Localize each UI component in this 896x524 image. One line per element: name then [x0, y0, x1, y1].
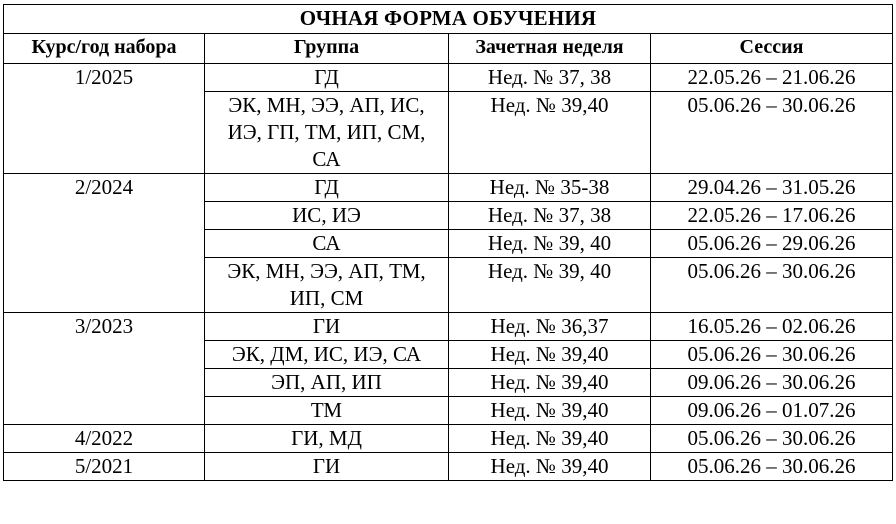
- header-row: [4, 34, 893, 64]
- week-cell: Нед. № 35-38: [449, 174, 651, 202]
- session-cell: 05.06.26 – 30.06.26: [651, 453, 893, 481]
- session-cell: 22.05.26 – 21.06.26: [651, 64, 893, 92]
- week-cell: Нед. № 39,40: [449, 369, 651, 397]
- session-cell: 05.06.26 – 30.06.26: [651, 341, 893, 369]
- week-cell: Нед. № 39, 40: [449, 258, 651, 313]
- session-cell: 05.06.26 – 30.06.26: [651, 425, 893, 453]
- group-cell: ГИ: [205, 453, 449, 481]
- header-credit-week: Зачетная неделя: [449, 34, 651, 64]
- week-cell: Нед. № 39,40: [449, 397, 651, 425]
- group-cell: ИС, ИЭ: [205, 202, 449, 230]
- group-cell: ЭК, ДМ, ИС, ИЭ, СА: [205, 341, 449, 369]
- course-cell: 3/2023: [4, 313, 205, 425]
- week-cell: Нед. № 37, 38: [449, 64, 651, 92]
- session-cell: 16.05.26 – 02.06.26: [651, 313, 893, 341]
- session-cell: 29.04.26 – 31.05.26: [651, 174, 893, 202]
- group-cell: ЭК, МН, ЭЭ, АП, ТМ, ИП, СМ: [205, 258, 449, 313]
- header-session: Сессия: [651, 34, 893, 64]
- group-cell: ГД: [205, 174, 449, 202]
- session-cell: 22.05.26 – 17.06.26: [651, 202, 893, 230]
- course-cell: 5/2021: [4, 453, 205, 481]
- session-cell: 05.06.26 – 30.06.26: [651, 92, 893, 174]
- week-cell: Нед. № 39,40: [449, 425, 651, 453]
- schedule-table: [3, 4, 893, 481]
- title-row: [4, 5, 893, 34]
- group-cell: ЭП, АП, ИП: [205, 369, 449, 397]
- session-cell: 05.06.26 – 29.06.26: [651, 230, 893, 258]
- week-cell: Нед. № 39,40: [449, 453, 651, 481]
- header-group: Группа: [205, 34, 449, 64]
- group-cell: ГИ, МД: [205, 425, 449, 453]
- session-cell: 09.06.26 – 01.07.26: [651, 397, 893, 425]
- group-cell: ГИ: [205, 313, 449, 341]
- group-cell: ГД: [205, 64, 449, 92]
- week-cell: Нед. № 36,37: [449, 313, 651, 341]
- table-row: [4, 425, 893, 453]
- header-course: Курс/год набора: [4, 34, 205, 64]
- course-cell: 2/2024: [4, 174, 205, 313]
- table-row: [4, 453, 893, 481]
- group-cell: ЭК, МН, ЭЭ, АП, ИС, ИЭ, ГП, ТМ, ИП, СМ, СА: [205, 92, 449, 174]
- week-cell: Нед. № 39,40: [449, 92, 651, 174]
- course-cell: 1/2025: [4, 64, 205, 174]
- session-cell: 05.06.26 – 30.06.26: [651, 258, 893, 313]
- table-row: [4, 313, 893, 341]
- group-cell: СА: [205, 230, 449, 258]
- session-cell: 09.06.26 – 30.06.26: [651, 369, 893, 397]
- table-row: [4, 174, 893, 202]
- course-cell: 4/2022: [4, 425, 205, 453]
- group-cell: ТМ: [205, 397, 449, 425]
- table-title: ОЧНАЯ ФОРМА ОБУЧЕНИЯ: [4, 5, 893, 34]
- week-cell: Нед. № 39,40: [449, 341, 651, 369]
- table-row: [4, 64, 893, 92]
- week-cell: Нед. № 37, 38: [449, 202, 651, 230]
- week-cell: Нед. № 39, 40: [449, 230, 651, 258]
